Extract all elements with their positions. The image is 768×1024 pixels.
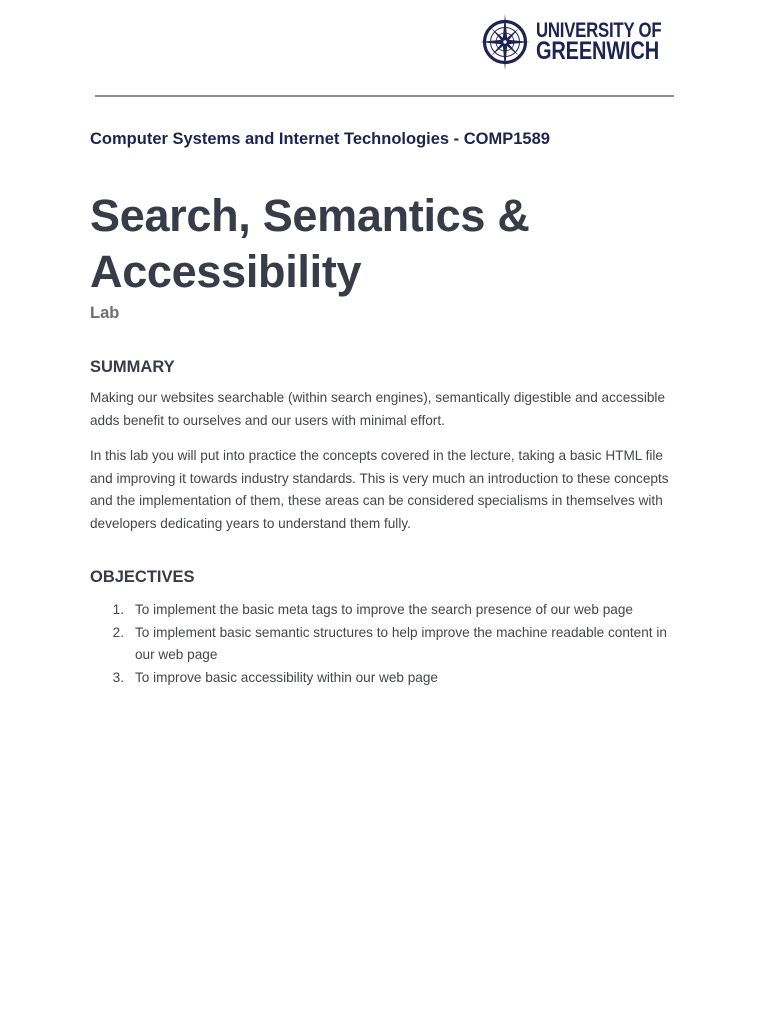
list-item	[90, 667, 680, 690]
page-header	[0, 0, 768, 100]
list-item	[90, 622, 680, 667]
summary-heading: SUMMARY	[90, 358, 175, 376]
list-item-number: 2.	[112, 624, 124, 640]
compass-rose-icon	[481, 12, 531, 70]
list-item-text: To implement the basic meta tags to improve the search presence of our web page	[135, 602, 633, 617]
logo-text-line2: GREENWICH	[536, 37, 660, 65]
objectives-list	[90, 599, 680, 689]
summary-paragraph: Making our websites searchable (within search engines), semantically digestible and accessible adds benefit to ourselves and our users with minimal effort.	[90, 390, 666, 428]
list-item	[90, 599, 680, 622]
logo-wordmark	[536, 19, 662, 65]
objectives-heading: OBJECTIVES	[90, 568, 195, 586]
list-item-text: To improve basic accessibility within our web page	[135, 669, 438, 685]
list-item-number: 1.	[112, 602, 124, 617]
page-title: Search, Semantics & Accessibility	[90, 190, 530, 297]
list-item-number: 3.	[112, 669, 124, 685]
page-subtitle: Lab	[90, 304, 120, 322]
header-divider	[95, 95, 674, 97]
course-name: Computer Systems and Internet Technologies - COMP1589	[90, 130, 550, 148]
logo-text-line1: UNIVERSITY OF	[536, 19, 662, 42]
university-logo	[481, 12, 693, 70]
list-item-text: To implement basic semantic structures to help improve the machine readable content in our web page	[135, 624, 667, 662]
summary-paragraph: In this lab you will put into practice the concepts covered in the lecture, taking a basic HTML file and improving it towards industry standards. This is very much an introduction to these concepts and the implementation of them, these areas can be considered specialisms in themselves with developers dedicating years to understand them fully.	[90, 448, 669, 531]
document-body	[90, 128, 680, 689]
